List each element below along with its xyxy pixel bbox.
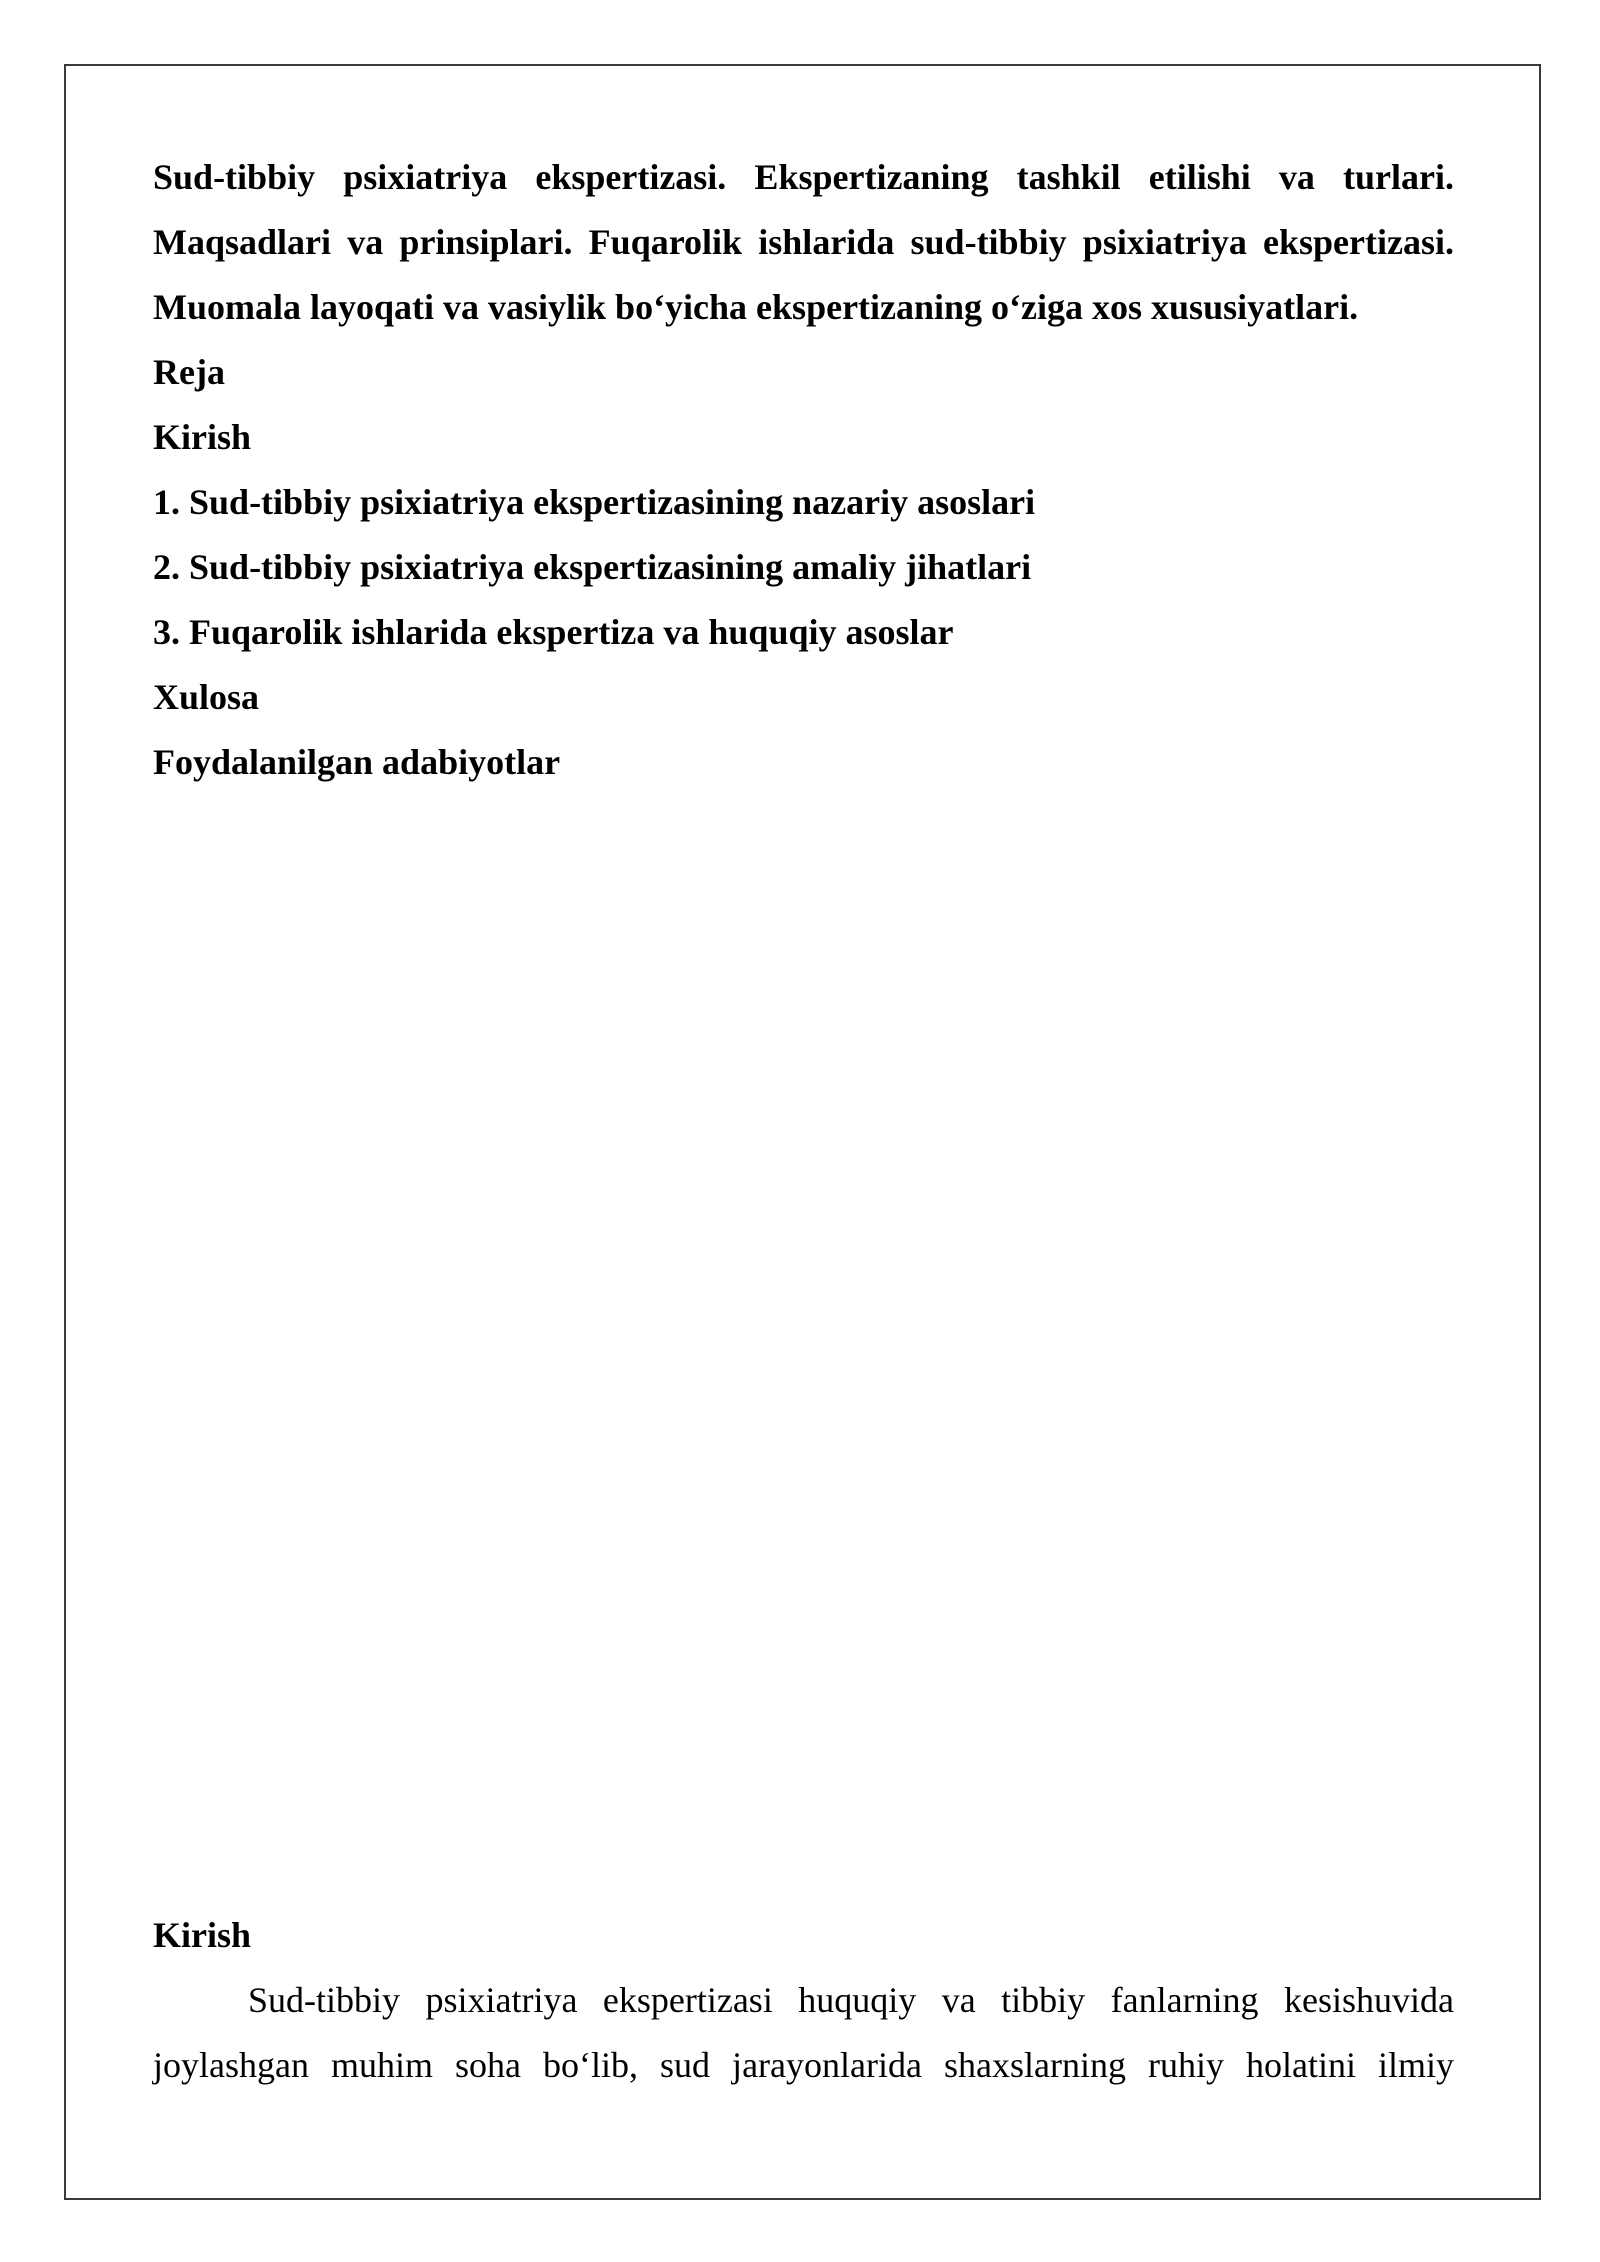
outline-item: Foydalanilgan adabiyotlar xyxy=(153,742,561,782)
plan-outline xyxy=(153,340,1454,795)
intro-heading: Kirish xyxy=(153,1915,252,1955)
outline-item: 1. Sud-tibbiy psixiatriya ekspertizasining nazariy asoslari xyxy=(153,482,1036,522)
outline-item: Xulosa xyxy=(153,677,260,717)
page-content xyxy=(153,145,1454,795)
topic-line: Muomala layoqati va vasiylik bo‘yicha ekspertizaning o‘ziga xos xususiyatlari. xyxy=(153,287,1359,327)
outline-item: Kirish xyxy=(153,417,252,457)
paragraph-line: Sud-tibbiy psixiatriya ekspertizasi huquqiy va tibbiy fanlarning kesishuvida xyxy=(248,1980,1454,2020)
intro-paragraph xyxy=(153,1968,1454,2098)
paragraph-line: joylashgan muhim soha bo‘lib, sud jarayonlarida shaxslarning ruhiy holatini ilmiy xyxy=(153,2045,1454,2085)
document-topic xyxy=(153,145,1454,340)
topic-line: Sud-tibbiy psixiatriya ekspertizasi. Ekspertizaning tashkil etilishi va turlari. xyxy=(153,157,1454,197)
outline-item: 3. Fuqarolik ishlarida ekspertiza va huquqiy asoslar xyxy=(153,612,954,652)
outline-title: Reja xyxy=(153,352,225,392)
outline-item: 2. Sud-tibbiy psixiatriya ekspertizasining amaliy jihatlari xyxy=(153,547,1032,587)
topic-line: Maqsadlari va prinsiplari. Fuqarolik ishlarida sud-tibbiy psixiatriya ekspertizasi. xyxy=(153,222,1454,262)
